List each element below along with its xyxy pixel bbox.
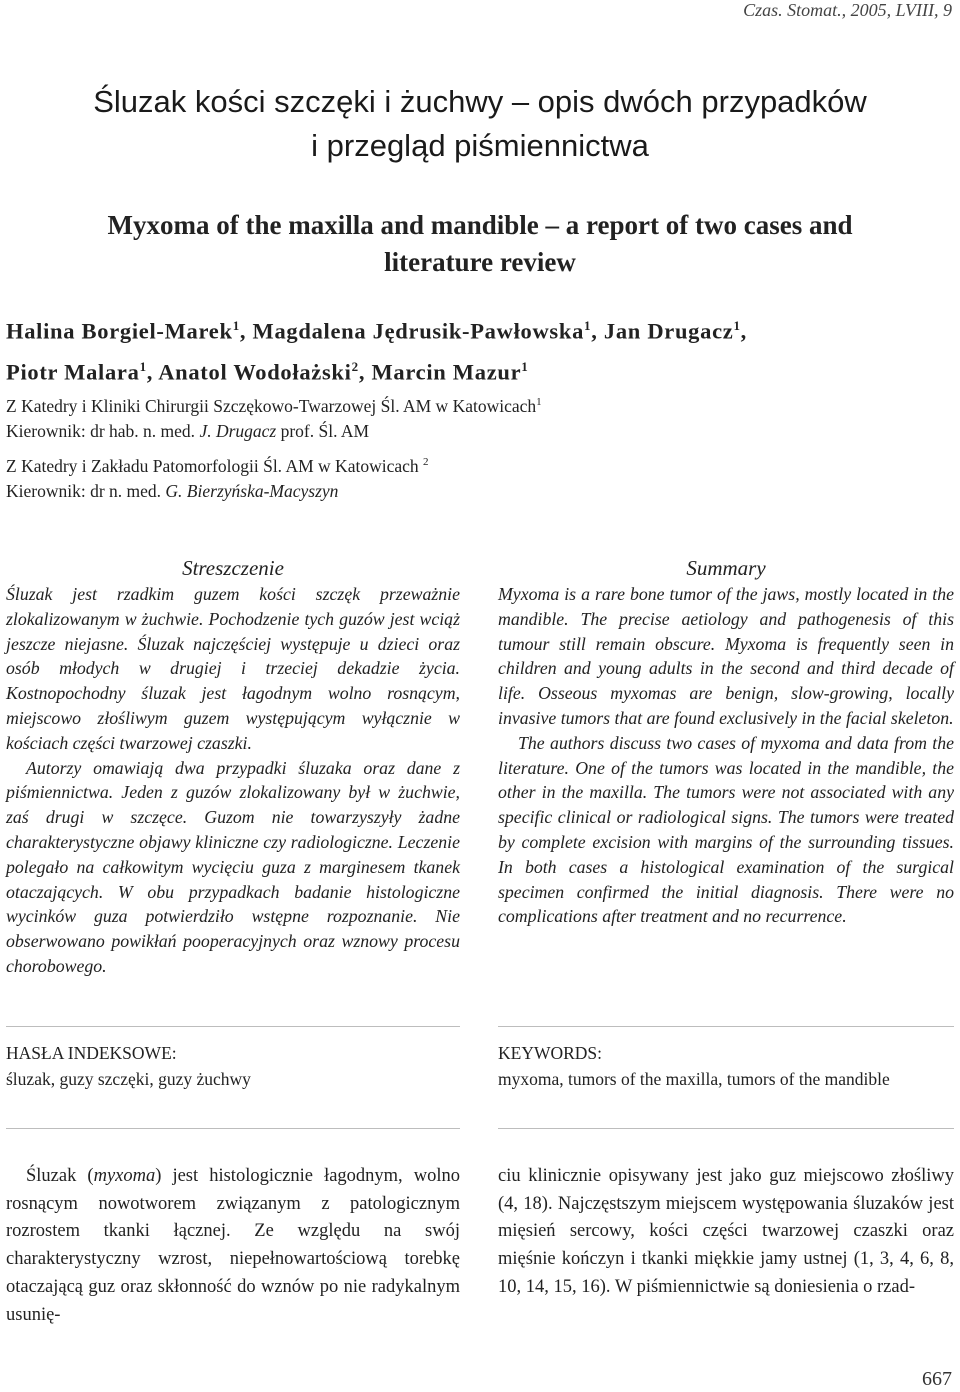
affiliation-marker: 1 (521, 358, 529, 374)
head-prefix: Kierownik: dr n. med. (6, 480, 166, 501)
keywords-en-text: myxoma, tumors of the maxilla, tumors of the mandible (498, 1069, 890, 1089)
head-suffix: prof. Śl. AM (276, 420, 370, 441)
affiliation-1-text: Z Katedry i Kliniki Chirurgii Szczękowo-Twarzowej Śl. AM w Katowicach (6, 395, 537, 416)
divider-left-bottom (6, 1128, 460, 1129)
affiliation-1 (6, 390, 542, 419)
title-polish (0, 80, 960, 168)
affiliation-marker: 1 (232, 318, 240, 333)
separator: , (740, 318, 747, 344)
title-english-line-2: literature review (384, 247, 576, 277)
author-name: Piotr Malara (6, 359, 140, 384)
divider-right-bottom (498, 1128, 954, 1129)
keywords-en-label: KEYWORDS: (498, 1043, 603, 1063)
affiliation-marker: 1 (733, 318, 741, 333)
author-name: , Jan Drugacz (591, 318, 734, 344)
body-paragraph-left (6, 1163, 460, 1329)
affiliation-marker: 2 (351, 358, 359, 374)
authors (6, 308, 747, 389)
head-name: J. Drugacz (199, 420, 277, 441)
divider-left-top (6, 1026, 460, 1027)
head-name: G. Bierzyńska-Macyszyn (165, 480, 339, 501)
body-text-left (6, 1163, 460, 1329)
title-english (0, 207, 960, 281)
title-polish-line-1: Śluzak kości szczęki i żuchwy – opis dwóch przypadków (93, 84, 867, 119)
affiliation-2-head (6, 479, 542, 504)
head-prefix: Kierownik: dr hab. n. med. (6, 420, 200, 441)
author-name: Halina Borgiel-Marek (6, 318, 233, 344)
affiliations (6, 390, 542, 504)
streszczenie-text (6, 582, 460, 979)
affiliation-2-marker: 2 (423, 455, 429, 468)
affiliation-2 (6, 450, 542, 479)
keywords-pl-label: HASŁA INDEKSOWE: (6, 1043, 177, 1063)
affiliation-1-marker: 1 (536, 396, 542, 408)
affiliation-marker: 1 (139, 358, 147, 374)
title-english-line-1: Myxoma of the maxilla and mandible – a report of two cases and (107, 210, 853, 240)
body-paragraph-right: ciu klinicznie opisywany jest jako guz miejscowo złośliwy (4, 18). Najczęstszym miejscem występowania śluzaków jest mięsień sercowy, kości części twarzowej czaszki oraz mięśnie kończyn i tkanki miękkie jamy ustnej (1, 3, 4, 6, 8, 10, 14, 15, 16). W piśmiennictwie są doniesienia o rzad- (498, 1166, 954, 1297)
streszczenie-paragraph-2: Autorzy omawiają dwa przypadki śluzaka oraz dane z piśmiennictwa. Jeden z guzów zlokalizowany był w żuchwie, zaś drugi w szczęce. Guzom nie towarzyszyły żadne charakterystyczne objawy kliniczne czy radiologiczne. Leczenie polegało na całkowitym wycięciu guza z marginesem tkanek otaczających. W obu przypadkach badanie histologiczne wycinków guza potwierdziło wstępne rozpoznanie. Nie obserwowano powikłań pooperacyjnych oraz wznowy procesu chorobowego. (6, 757, 460, 976)
summary-text (498, 582, 954, 929)
authors-line-2 (6, 349, 747, 390)
summary-paragraph-2: The authors discuss two cases of myxoma and data from the literature. One of the tumors was located in the mandible, the other in the maxilla. The tumors were not associated with any specific clinical or radiological signs. The tumors were treated by complete excision with margins of the surrounding tissues. In both cases a histological examination of the surgical specimen confirmed the initial diagnosis. There were no complications after treatment and no recurrence. (498, 732, 954, 927)
body-left-prefix: Śluzak ( (26, 1166, 94, 1186)
affiliation-1-head (6, 419, 542, 444)
author-name: , Marcin Mazur (358, 359, 522, 384)
summary-heading: Summary (686, 556, 766, 580)
streszczenie-heading: Streszczenie (182, 556, 284, 580)
body-left-rest: ) jest histologicznie łagodnym, wolno rosnącym nowotworem związanym z patologicznym rozrostem tkanki łącznej. Ze względu na swój charakterystyczny wzrost, niepełnowartościową torebkę otaczającą guz oraz skłonność do wznów po nie radykalnym usunię- (6, 1166, 460, 1325)
authors-line-1 (6, 308, 747, 349)
page-number: 667 (922, 1368, 952, 1390)
author-name: , Anatol Wodołażski (146, 359, 352, 384)
divider-right-top (498, 1026, 954, 1027)
body-text-right (498, 1163, 954, 1302)
title-polish-line-2: i przegląd piśmiennictwa (311, 128, 649, 163)
affiliation-marker: 1 (584, 318, 592, 333)
keywords-pl-text: śluzak, guzy szczęki, guzy żuchwy (6, 1069, 251, 1089)
author-name: , Magdalena Jędrusik-Pawłowska (239, 318, 585, 344)
journal-reference: Czas. Stomat., 2005, LVIII, 9 (743, 0, 952, 20)
summary-paragraph-1: Myxoma is a rare bone tumor of the jaws, mostly located in the mandible. The precise aetiology and pathogenesis of this tumour still remain obscure. Myxoma is frequently seen in children and young adults in the second and third decade of life. Osseous myxomas are benign, slow-growing, locally invasive tumors that are found exclusively in the facial skeleton. (498, 584, 954, 728)
body-left-italic-term: myxoma (93, 1166, 156, 1186)
streszczenie-paragraph-1: Śluzak jest rzadkim guzem kości szczęk przeważnie zlokalizowanym w żuchwie. Pochodzenie tych guzów jest wciąż jeszcze niejasne. Śluzak najczęściej występuje u dzieci oraz osób młodych w drugiej i trzeciej dekadzie życia. Kostnopochodny śluzak jest łagodnym wolno rosnącym, miejscowo złośliwym guzem występującym wyłącznie w kościach części twarzowej czaszki. (6, 584, 460, 753)
affiliation-2-text: Z Katedry i Zakładu Patomorfologii Śl. AM w Katowicach (6, 455, 424, 476)
